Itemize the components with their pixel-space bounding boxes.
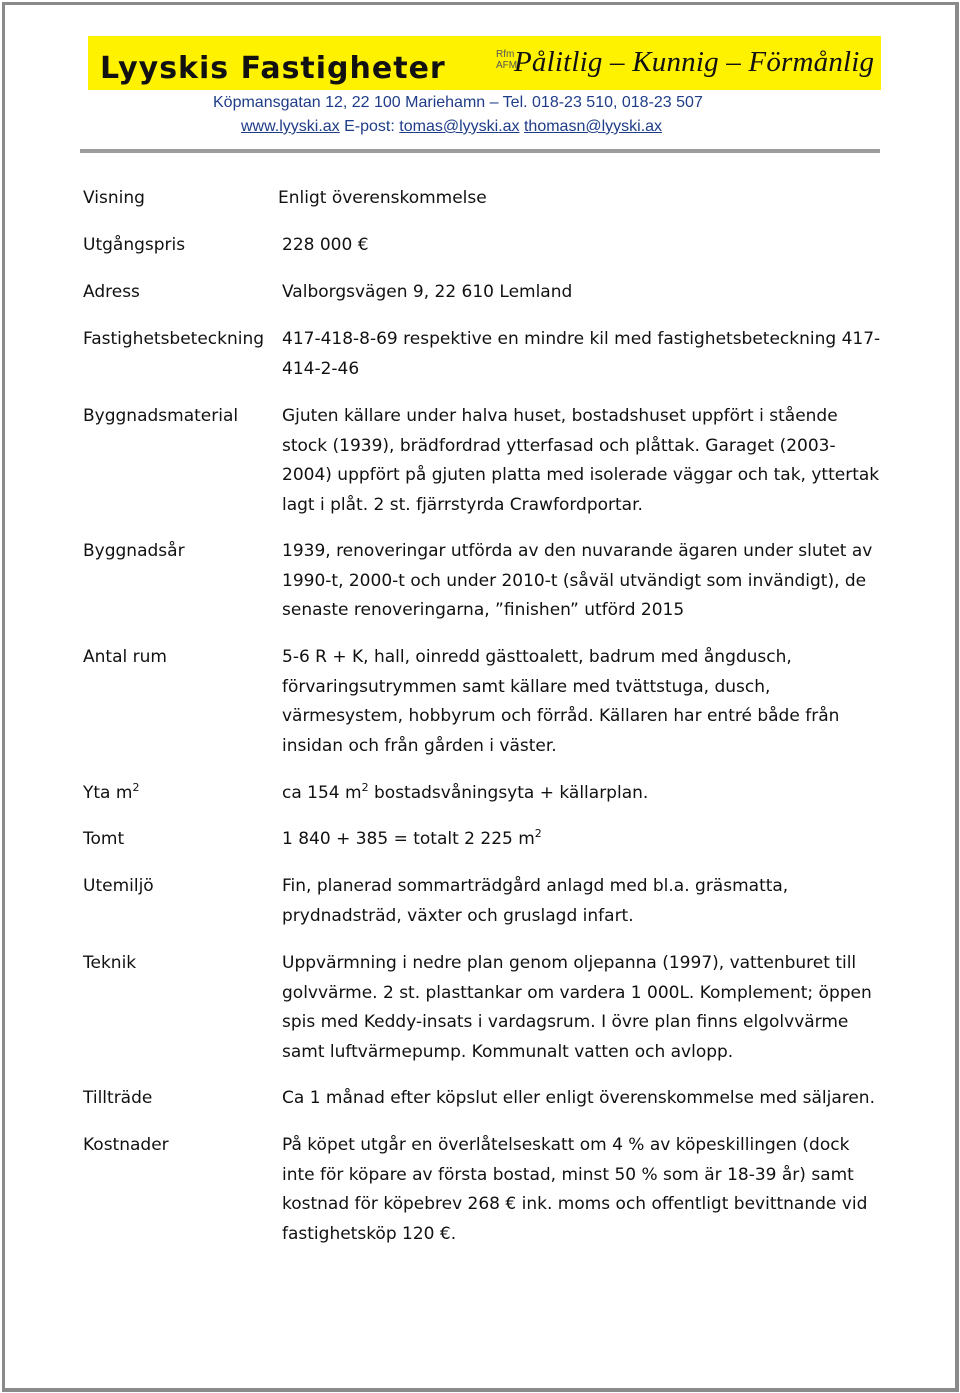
label-yta — [83, 783, 139, 803]
text-line: förvaringsutrymmen samt källare med tvättstuga, dusch, — [282, 676, 771, 697]
label-tilltrade: Tillträde — [83, 1088, 153, 1108]
value-adress: Valborgsvägen 9, 22 610 Lemland — [282, 282, 573, 302]
value-tilltrade: Ca 1 månad efter köpslut eller enligt överenskommelse med säljaren. — [282, 1088, 875, 1108]
text-line: 417-418-8-69 respektive en mindre kil med fastighetsbeteckning 417- — [282, 329, 881, 349]
text-line: samt luftvärmepump. Kommunalt vatten och avlopp. — [282, 1041, 734, 1062]
text-line: prydnadsträd, växter och gruslagd infart. — [282, 905, 634, 926]
tomt-value-sup: 2 — [534, 827, 542, 840]
header-banner — [88, 36, 881, 90]
email-link-thomasn[interactable]: thomasn@lyyski.ax — [523, 118, 663, 135]
text-line: Uppvärmning i nedre plan genom oljepanna (1997), vattenburet till — [282, 953, 857, 973]
text-line: 414-2-46 — [282, 358, 360, 379]
slogan: Pålitlig – Kunnig – Förmånlig — [514, 46, 875, 78]
label-fastighetsbeteckning: Fastighetsbeteckning — [83, 329, 265, 349]
text-line: fastighetsköp 120 €. — [282, 1223, 457, 1244]
value-byggnadsar — [282, 537, 882, 626]
yta-label-sup: 2 — [132, 781, 140, 794]
header-divider — [80, 149, 880, 153]
text-line: 1939, renoveringar utförda av den nuvarande ägaren under slutet av — [282, 541, 873, 561]
label-kostnader: Kostnader — [83, 1135, 169, 1155]
text-line: inte för köpare av första bostad, minst 50 % som är 18-39 år) samt — [282, 1164, 854, 1185]
afm-label: AFM — [496, 60, 518, 71]
value-visning: Enligt överenskommelse — [278, 188, 487, 208]
text-line: 1990-t, 2000-t och under 2010-t (såväl utvändigt som invändigt), de — [282, 570, 867, 591]
text-line: På köpet utgår en överlåtelseskatt om 4 % av köpeskillingen (dock — [282, 1135, 850, 1155]
rfm-label: Rfm — [496, 49, 515, 60]
company-name: Lyyskis Fastigheter — [100, 51, 446, 86]
label-utemiljo: Utemiljö — [83, 876, 154, 896]
company-address: Köpmansgatan 12, 22 100 Mariehamn – Tel. 018-23 510, 018-23 507 — [213, 94, 703, 111]
text-line: kostnad för köpebrev 268 € ink. moms och offentligt bevittnande vid — [282, 1194, 868, 1214]
yta-value-rest: bostadsvåningsyta + källarplan. — [368, 783, 649, 803]
text-line: insidan och från gården i väster. — [282, 735, 557, 756]
text-line: stock (1939), brädfordrad ytterfasad och plåttak. Garaget (2003- — [282, 435, 836, 456]
website-link[interactable]: www.lyyski.ax — [241, 118, 340, 135]
yta-value-text: ca 154 m — [282, 783, 362, 803]
label-tomt: Tomt — [83, 829, 125, 849]
text-line: Gjuten källare under halva huset, bostadshuset uppfört i stående — [282, 406, 838, 426]
text-line: lagt i plåt. 2 st. fjärrstyrda Crawfordportar. — [282, 494, 643, 515]
text-line: 5-6 R + K, hall, oinredd gästtoalett, badrum med ångdusch, — [282, 647, 792, 667]
email-link-tomas[interactable]: tomas@lyyski.ax — [399, 118, 520, 135]
value-yta — [282, 779, 648, 809]
email-label: E-post: — [339, 118, 400, 135]
yta-value-sup: 2 — [361, 781, 369, 794]
text-line: värmesystem, hobbyrum och förråd. Källaren har entré både från — [282, 706, 840, 726]
text-line: Fin, planerad sommarträdgård anlagd med bl.a. gräsmatta, — [282, 876, 789, 896]
value-utemiljo — [282, 872, 882, 931]
text-line: 2004) uppfört på gjuten platta med isolerade väggar och tak, yttertak — [282, 465, 880, 485]
label-byggnadsar: Byggnadsår — [83, 541, 185, 561]
value-fastighetsbeteckning — [282, 325, 882, 384]
label-adress: Adress — [83, 282, 140, 302]
value-teknik — [282, 949, 882, 1067]
label-antal-rum: Antal rum — [83, 647, 167, 667]
label-teknik: Teknik — [83, 953, 137, 973]
value-kostnader — [282, 1131, 882, 1249]
text-line: senaste renoveringarna, ”finishen” utförd 2015 — [282, 600, 685, 620]
text-line: spis med Keddy-insats i vardagsrum. I övre plan finns elgolvvärme — [282, 1012, 849, 1032]
yta-label-text: Yta m — [83, 783, 133, 803]
value-utgangspris: 228 000 € — [282, 235, 369, 255]
value-byggnadsmaterial — [282, 402, 882, 520]
value-antal-rum — [282, 643, 882, 761]
contact-links — [241, 118, 662, 136]
value-tomt — [282, 825, 542, 855]
text-line: golvvärme. 2 st. plasttankar om vardera 1 000L. Komplement; öppen — [282, 982, 872, 1003]
label-utgangspris: Utgångspris — [83, 235, 186, 255]
tomt-value-text: 1 840 + 385 = totalt 2 225 m — [282, 829, 535, 849]
label-byggnadsmaterial: Byggnadsmaterial — [83, 406, 239, 426]
label-visning: Visning — [83, 188, 145, 208]
